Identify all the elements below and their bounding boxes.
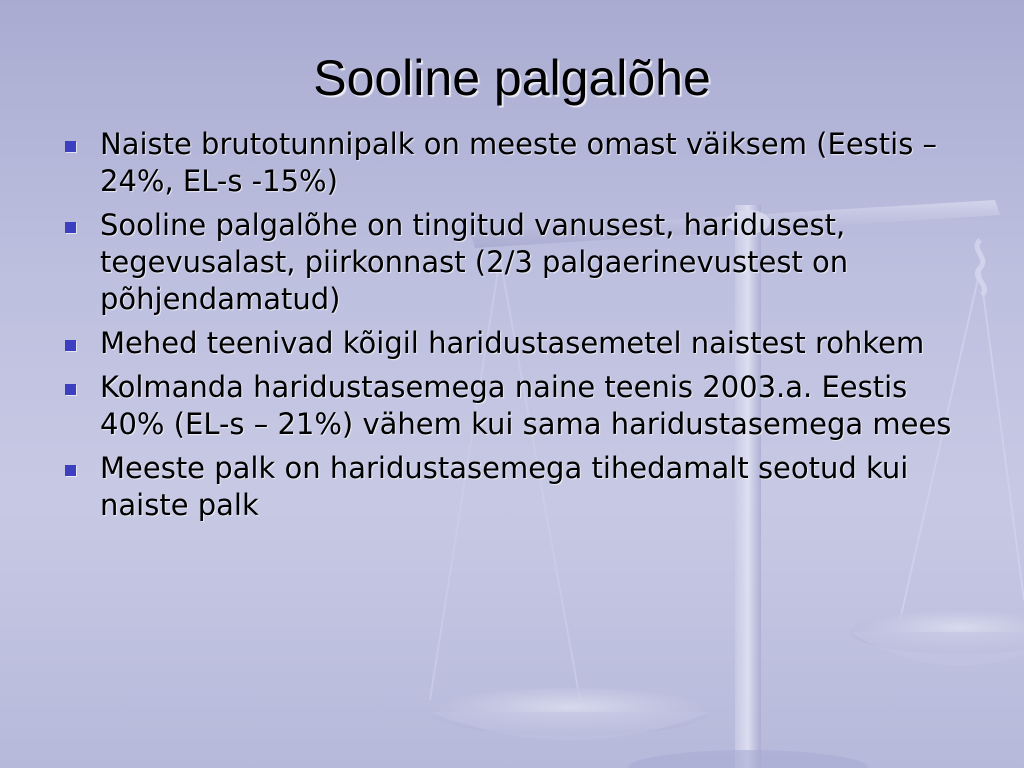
square-bullet-icon <box>65 222 76 233</box>
bullet-item <box>60 450 980 524</box>
bullet-text: Naiste brutotunnipalk on meeste omast väiksem (Eestis – 24%, EL-s -15%) <box>100 127 938 198</box>
bullet-item <box>60 369 980 443</box>
bullet-text: Mehed teenivad kõigil haridustasemetel naistest rohkem <box>100 326 925 360</box>
square-bullet-icon <box>65 384 76 395</box>
square-bullet-icon <box>65 465 76 476</box>
bullet-text: Meeste palk on haridustasemega tihedamalt seotud kui naiste palk <box>100 451 909 522</box>
square-bullet-icon <box>65 141 76 152</box>
bullet-list <box>60 126 980 531</box>
bullet-item <box>60 126 980 200</box>
bullet-item <box>60 207 980 318</box>
square-bullet-icon <box>65 340 76 351</box>
bullet-text: Kolmanda haridustasemega naine teenis 2003.a. Eestis 40% (EL-s – 21%) vähem kui sama haridustasemega mees <box>100 370 952 441</box>
bullet-item <box>60 325 980 362</box>
bullet-text: Sooline palgalõhe on tingitud vanusest, haridusest, tegevusalast, piirkonnast (2/3 palgaerinevustest on põhjendamatud) <box>100 208 849 316</box>
slide-title: Sooline palgalõhe <box>313 50 711 106</box>
